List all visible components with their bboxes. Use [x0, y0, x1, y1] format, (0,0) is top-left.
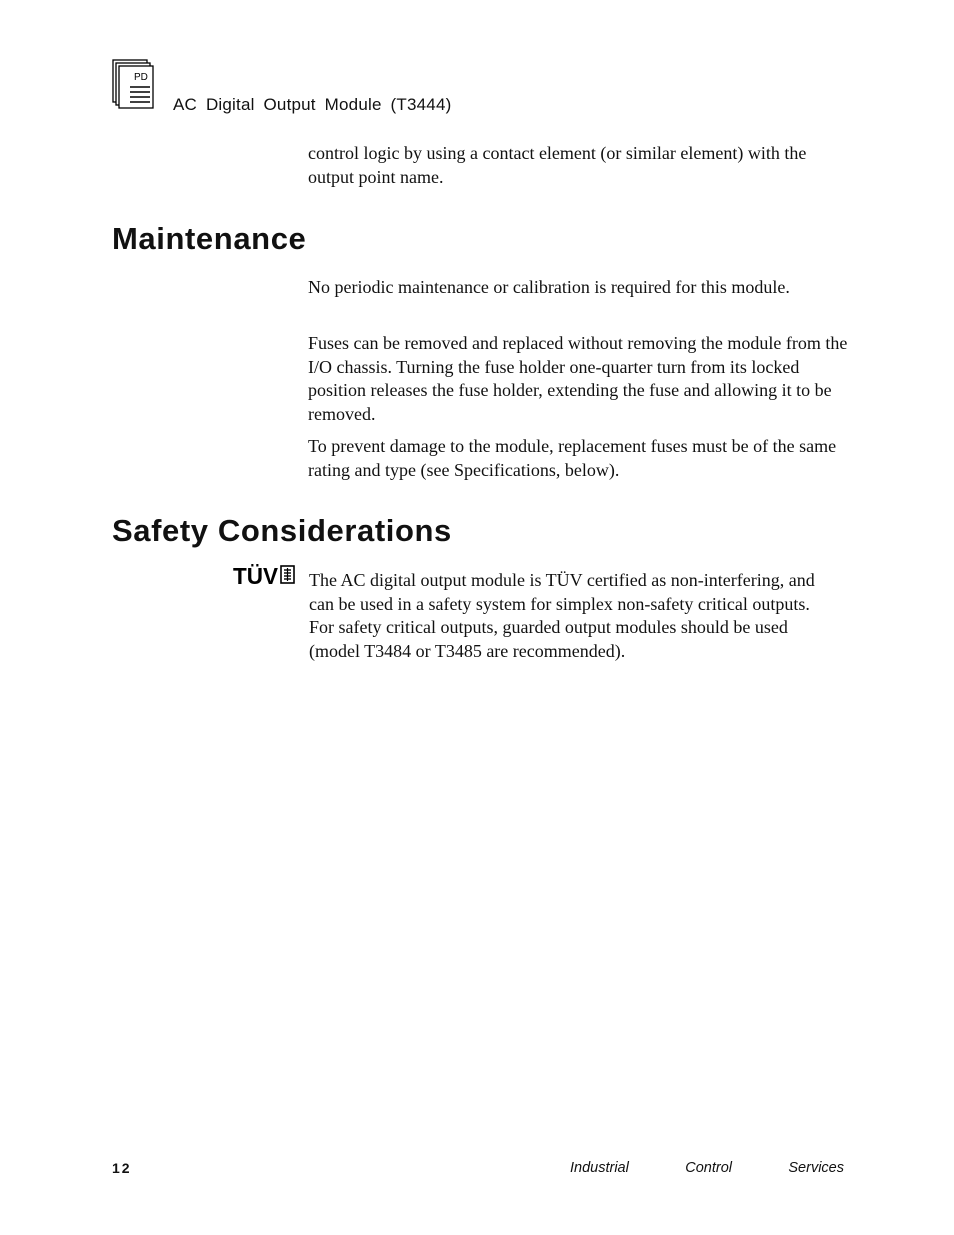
footer-word: Control: [685, 1160, 732, 1176]
footer-word: Services: [788, 1160, 844, 1176]
tuv-label: TÜV: [233, 563, 279, 587]
maintenance-paragraph-1: No periodic maintenance or calibration is required for this module.: [308, 277, 790, 297]
safety-paragraph: The AC digital output module is TÜV certified as non-interfering, and can be used in a safety system for simplex non-safety critical outputs. For safety critical outputs, guarded output modules should be used (model T3484 or T3485 are recommended).: [309, 570, 815, 661]
maintenance-paragraph-2: Fuses can be removed and replaced without removing the module from the I/O chassis. Turning the fuse holder one-quarter turn from its locked position releases the fuse holder, extending the fuse and allowing it to be removed.: [308, 333, 848, 424]
safety-heading: Safety Considerations: [112, 513, 452, 548]
footer-word: Industrial: [570, 1160, 629, 1176]
page-header-title: AC Digital Output Module (T3444): [173, 95, 452, 114]
page-number: 12: [112, 1160, 132, 1176]
intro-paragraph: control logic by using a contact element (or similar element) with the output point name.: [308, 143, 807, 187]
maintenance-heading: Maintenance: [112, 221, 307, 256]
maintenance-paragraph-3: To prevent damage to the module, replacement fuses must be of the same rating and type (see Specifications, below).: [308, 436, 837, 480]
pd-document-stack-icon: [112, 59, 156, 111]
footer-company-name: [570, 1160, 844, 1176]
logo-text: PD: [134, 72, 148, 83]
tuv-certification-icon: [233, 563, 297, 587]
